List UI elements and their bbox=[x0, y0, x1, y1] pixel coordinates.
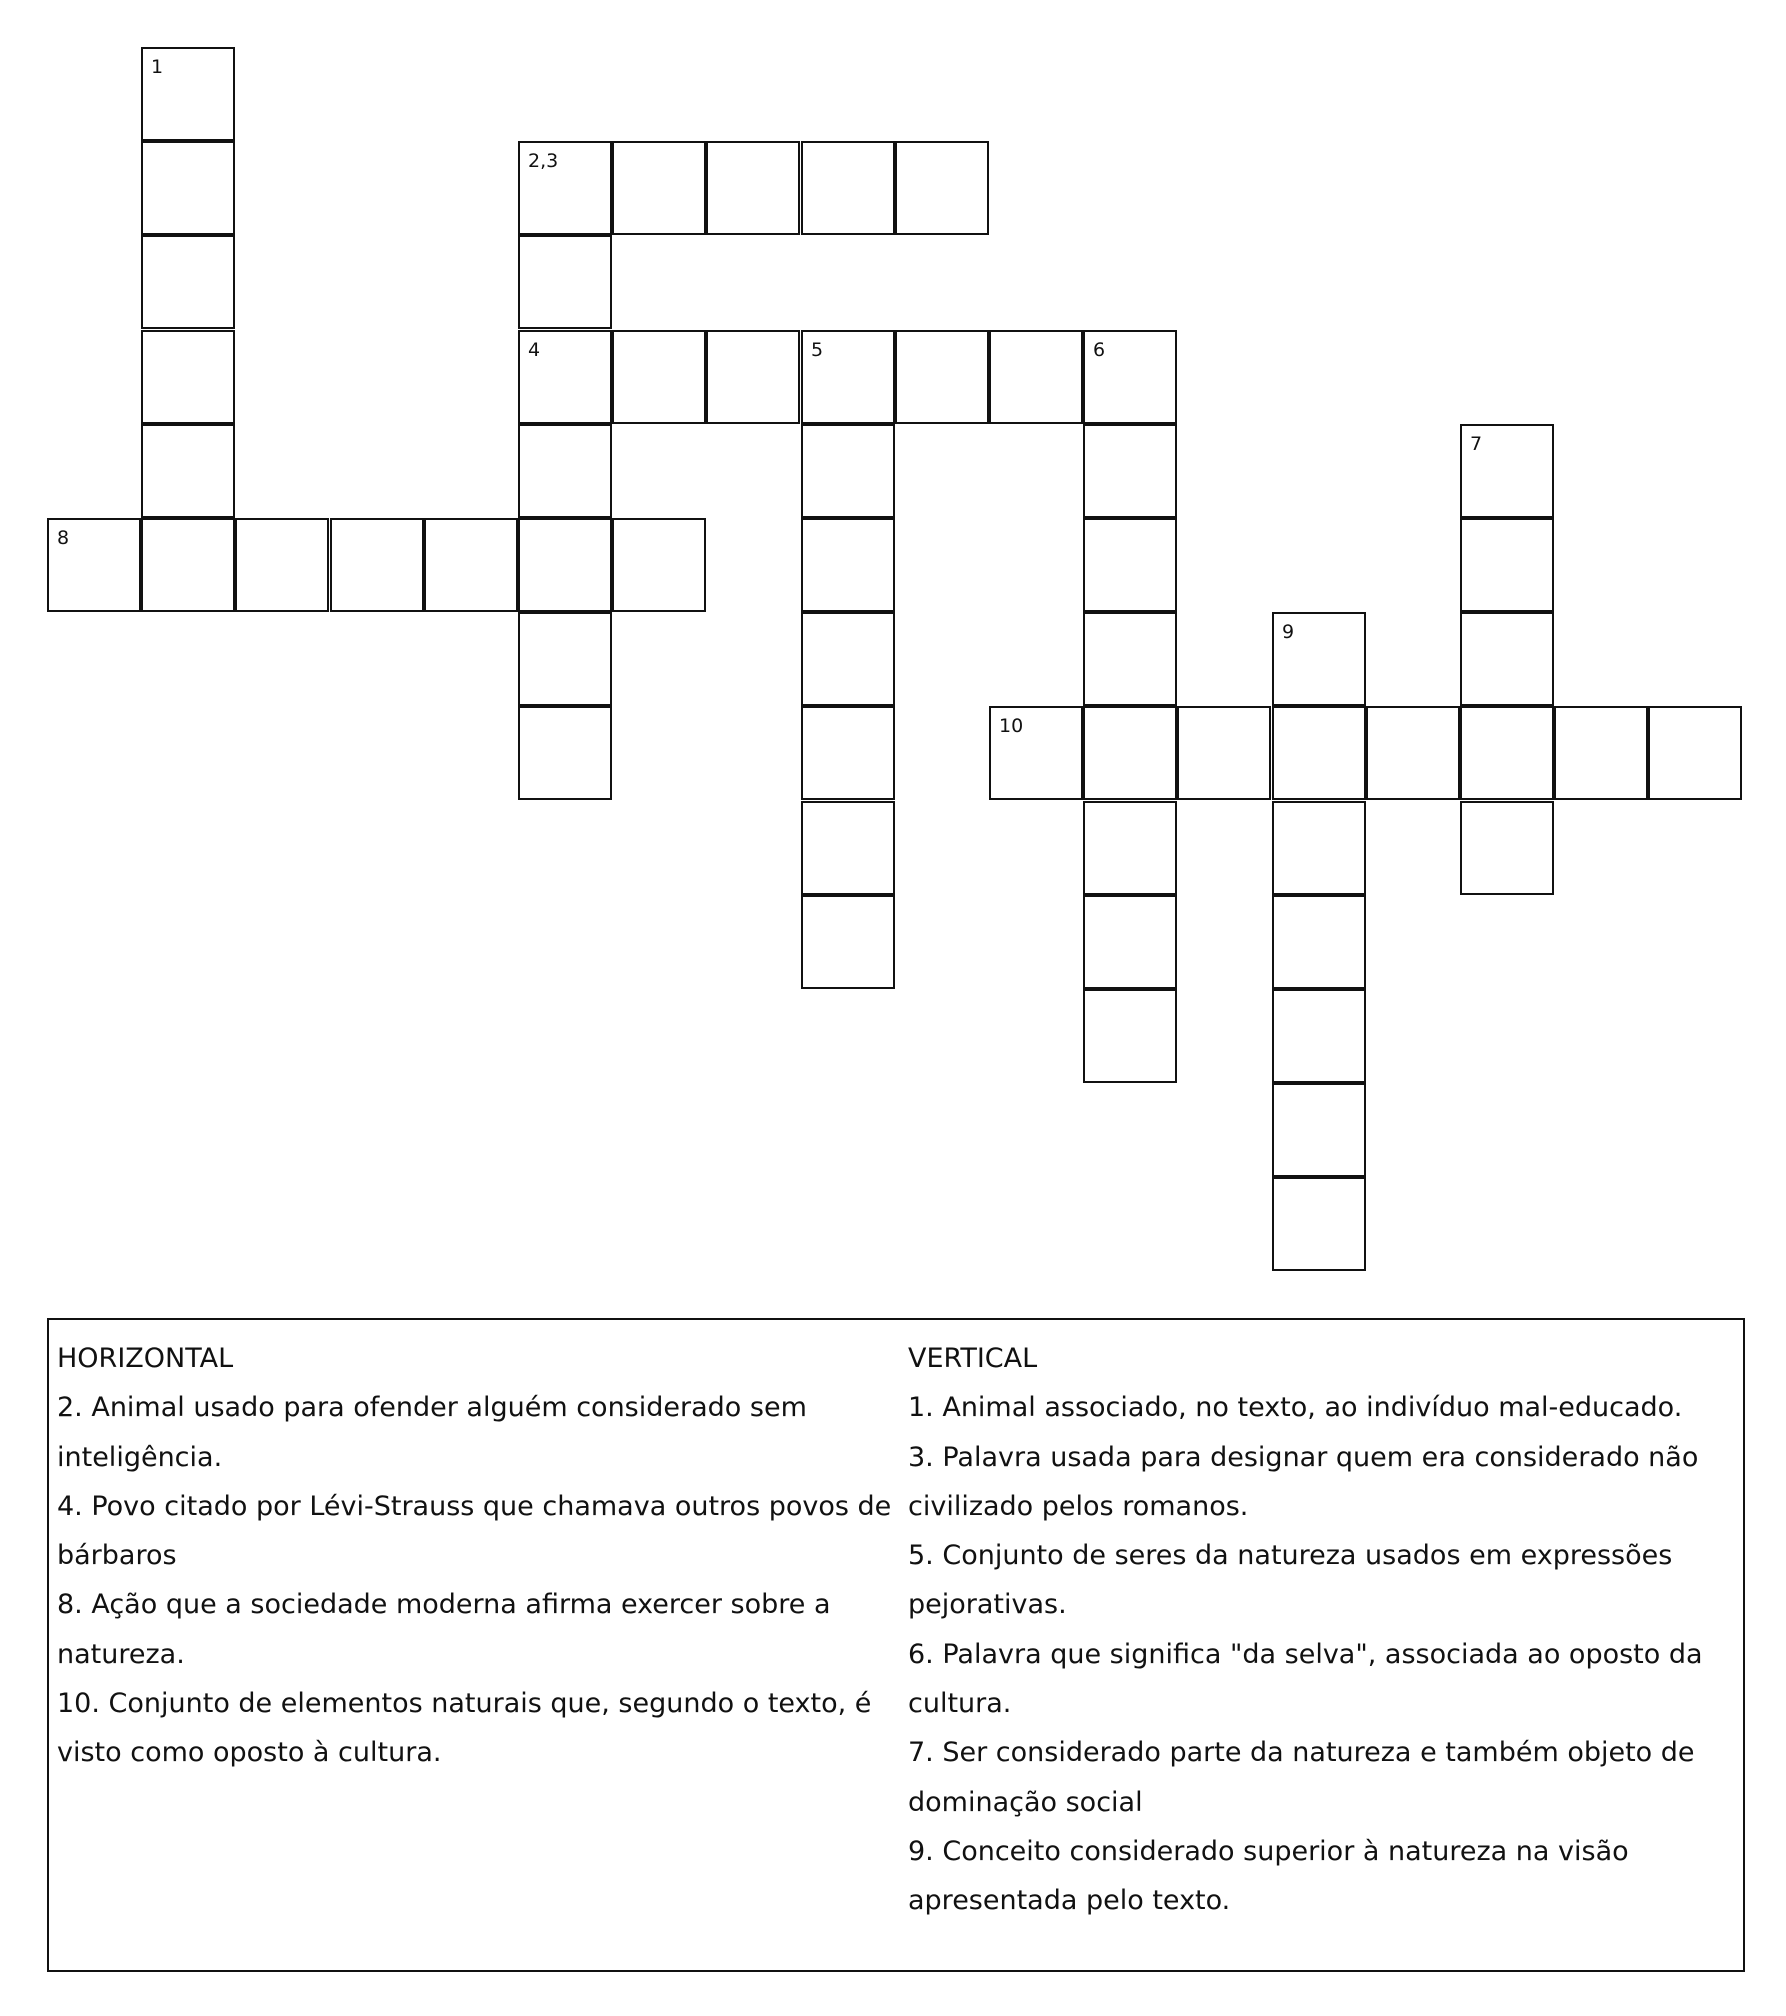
crossword-cell[interactable] bbox=[1272, 1177, 1366, 1271]
crossword-cell[interactable] bbox=[141, 235, 235, 329]
crossword-cell[interactable] bbox=[1554, 706, 1648, 800]
vertical-clue-line: civilizado pelos romanos. bbox=[908, 1490, 1249, 1522]
clue-number: 5 bbox=[811, 339, 824, 361]
horizontal-heading: HORIZONTAL bbox=[57, 1343, 234, 1374]
crossword-cell-5[interactable] bbox=[801, 330, 895, 424]
crossword-cell-8[interactable] bbox=[47, 518, 141, 612]
crossword-cell[interactable] bbox=[1083, 801, 1177, 895]
vertical-clue-line: 9. Conceito considerado superior à natureza na visão bbox=[908, 1835, 1629, 1867]
crossword-cell[interactable] bbox=[801, 801, 895, 895]
crossword-cell[interactable] bbox=[989, 330, 1083, 424]
crossword-cell[interactable] bbox=[1177, 706, 1271, 800]
crossword-cell[interactable] bbox=[1648, 706, 1742, 800]
crossword-cell[interactable] bbox=[801, 612, 895, 706]
horizontal-clue-line: natureza. bbox=[57, 1638, 185, 1670]
vertical-clue-line: apresentada pelo texto. bbox=[908, 1885, 1231, 1917]
crossword-cell[interactable] bbox=[706, 330, 800, 424]
horizontal-clue-line: bárbaros bbox=[57, 1540, 177, 1572]
crossword-cell[interactable] bbox=[801, 424, 895, 518]
vertical-heading: VERTICAL bbox=[908, 1343, 1038, 1374]
horizontal-clue-line: inteligência. bbox=[57, 1441, 223, 1473]
crossword-cell[interactable] bbox=[330, 518, 424, 612]
crossword-cell[interactable] bbox=[1272, 1083, 1366, 1177]
crossword-cell[interactable] bbox=[706, 141, 800, 235]
crossword-cell-4[interactable] bbox=[518, 330, 612, 424]
crossword-cell[interactable] bbox=[612, 330, 706, 424]
crossword-cell-7[interactable] bbox=[1460, 424, 1554, 518]
vertical-clue-line: dominação social bbox=[908, 1786, 1143, 1818]
crossword-cell-1[interactable] bbox=[141, 47, 235, 141]
crossword-cell[interactable] bbox=[424, 518, 518, 612]
crossword-cell-10[interactable] bbox=[989, 706, 1083, 800]
crossword-cell[interactable] bbox=[141, 141, 235, 235]
crossword-cell[interactable] bbox=[235, 518, 329, 612]
crossword-cell[interactable] bbox=[1083, 895, 1177, 989]
crossword-cell[interactable] bbox=[1460, 612, 1554, 706]
crossword-cell[interactable] bbox=[1272, 989, 1366, 1083]
crossword-cell[interactable] bbox=[518, 424, 612, 518]
crossword-cell[interactable] bbox=[1083, 424, 1177, 518]
crossword-cell[interactable] bbox=[1083, 989, 1177, 1083]
clue-number: 8 bbox=[57, 527, 70, 549]
crossword-cell-6[interactable] bbox=[1083, 330, 1177, 424]
crossword-cell[interactable] bbox=[801, 706, 895, 800]
crossword-cell[interactable] bbox=[1460, 706, 1554, 800]
vertical-clue-line: 6. Palavra que significa "da selva", associada ao oposto da bbox=[908, 1638, 1703, 1670]
clue-number: 6 bbox=[1093, 339, 1106, 361]
crossword-cell[interactable] bbox=[1083, 518, 1177, 612]
clue-number: 4 bbox=[528, 339, 541, 361]
crossword-cell[interactable] bbox=[801, 518, 895, 612]
crossword-cell[interactable] bbox=[1366, 706, 1460, 800]
crossword-cell-2-3[interactable] bbox=[518, 141, 612, 235]
crossword-cell[interactable] bbox=[1460, 801, 1554, 895]
crossword-cell[interactable] bbox=[1083, 612, 1177, 706]
clue-number: 10 bbox=[999, 715, 1024, 737]
vertical-clue-line: 7. Ser considerado parte da natureza e também objeto de bbox=[908, 1737, 1695, 1769]
vertical-clue-line: pejorativas. bbox=[908, 1589, 1067, 1621]
clue-number: 1 bbox=[151, 56, 164, 78]
crossword-cell[interactable] bbox=[801, 895, 895, 989]
vertical-clue-line: 3. Palavra usada para designar quem era considerado não bbox=[908, 1441, 1699, 1473]
crossword-cell[interactable] bbox=[1460, 518, 1554, 612]
horizontal-clue-line: 4. Povo citado por Lévi-Strauss que chamava outros povos de bbox=[57, 1490, 892, 1522]
vertical-clue-line: cultura. bbox=[908, 1688, 1012, 1720]
crossword-cell[interactable] bbox=[518, 235, 612, 329]
crossword-cell-9[interactable] bbox=[1272, 612, 1366, 706]
crossword-cell[interactable] bbox=[1272, 801, 1366, 895]
crossword-cell[interactable] bbox=[1272, 706, 1366, 800]
crossword-cell[interactable] bbox=[895, 330, 989, 424]
crossword-cell[interactable] bbox=[518, 518, 612, 612]
crossword-cell[interactable] bbox=[518, 706, 612, 800]
vertical-clue-line: 1. Animal associado, no texto, ao indivíduo mal-educado. bbox=[908, 1392, 1683, 1424]
vertical-clues bbox=[908, 1334, 1734, 1926]
crossword-cell[interactable] bbox=[141, 518, 235, 612]
crossword-cell[interactable] bbox=[1272, 895, 1366, 989]
clue-number: 2,3 bbox=[528, 150, 559, 172]
vertical-clue-line: 5. Conjunto de seres da natureza usados em expressões bbox=[908, 1540, 1673, 1572]
crossword-cell[interactable] bbox=[801, 141, 895, 235]
horizontal-clue-line: 2. Animal usado para ofender alguém considerado sem bbox=[57, 1392, 807, 1424]
crossword-cell[interactable] bbox=[518, 612, 612, 706]
crossword-cell[interactable] bbox=[1083, 706, 1177, 800]
crossword-cell[interactable] bbox=[612, 141, 706, 235]
clue-number: 9 bbox=[1282, 621, 1295, 643]
crossword-cell[interactable] bbox=[141, 330, 235, 424]
clue-number: 7 bbox=[1470, 433, 1483, 455]
clues-box bbox=[47, 1318, 1745, 1972]
crossword-cell[interactable] bbox=[141, 424, 235, 518]
horizontal-clue-line: 10. Conjunto de elementos naturais que, segundo o texto, é bbox=[57, 1688, 872, 1720]
horizontal-clue-line: 8. Ação que a sociedade moderna afirma exercer sobre a bbox=[57, 1589, 831, 1621]
crossword-cell[interactable] bbox=[895, 141, 989, 235]
horizontal-clues bbox=[57, 1334, 897, 1778]
crossword-cell[interactable] bbox=[612, 518, 706, 612]
horizontal-clue-line: visto como oposto à cultura. bbox=[57, 1737, 442, 1769]
